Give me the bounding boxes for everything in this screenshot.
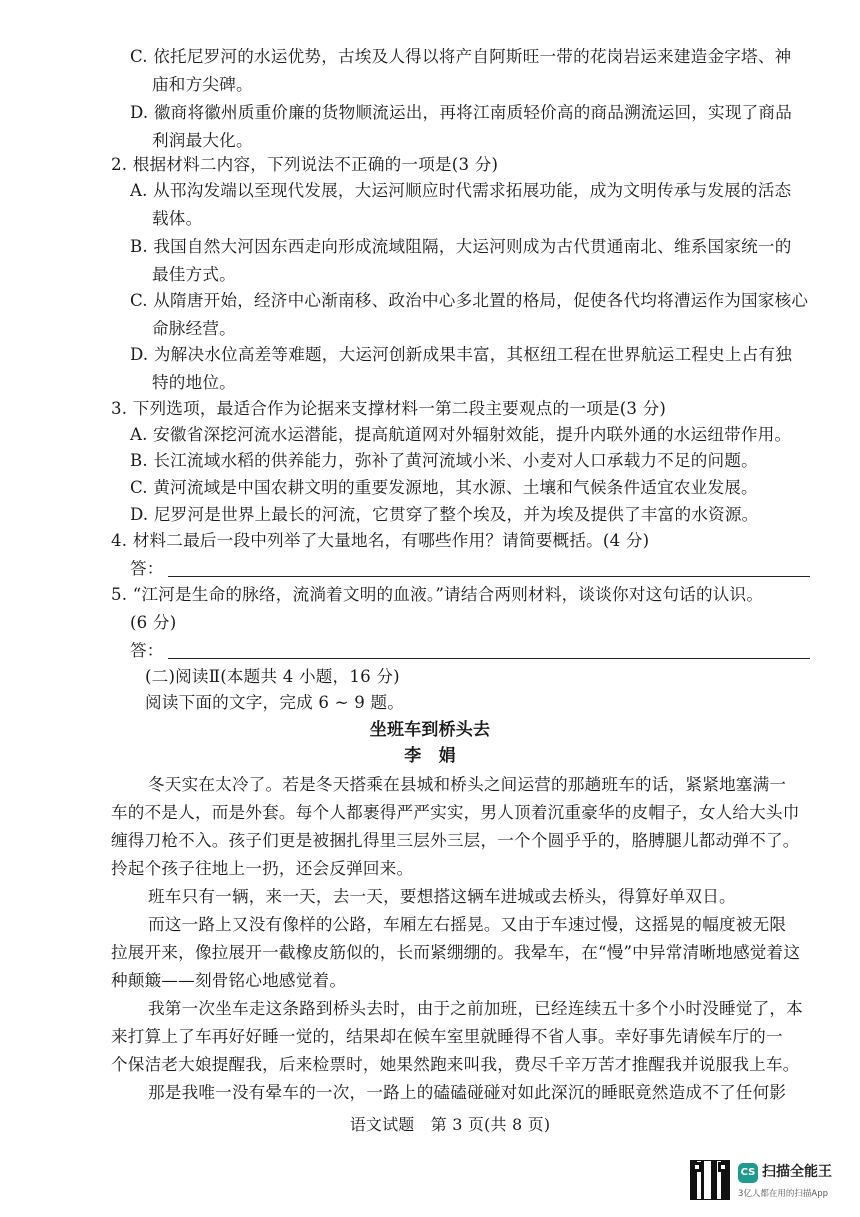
q3-option-d: D. 尼罗河是世界上最长的河流，它贯穿了整个埃及，并为埃及提供了丰富的水资源。 xyxy=(130,505,759,524)
q2-stem: 2. 根据材料二内容，下列说法不正确的一项是(3 分) xyxy=(111,155,499,174)
q5-stem-cont: (6 分) xyxy=(130,613,177,632)
q2-option-b-cont: 最佳方式。 xyxy=(152,265,236,284)
q4-answer-label: 答： xyxy=(130,559,164,578)
q2-option-a: A. 从邗沟发端以至现代发展，大运河顺应时代需求拓展功能，成为文明传承与发展的活态 xyxy=(130,181,792,200)
article-author: 李 娟 xyxy=(404,746,456,766)
page-footer: 语文试题 第 3 页(共 8 页) xyxy=(349,1115,551,1134)
q1-option-c-cont: 庙和方尖碑。 xyxy=(152,75,253,94)
qr-code-icon xyxy=(690,1160,730,1200)
article-title: 坐班车到桥头去 xyxy=(369,720,491,740)
q2-option-c: C. 从隋唐开始，经济中心渐南移、政治中心多北置的格局，促使各代均将漕运作为国家核心 xyxy=(130,291,809,310)
cs-logo-icon: CS xyxy=(738,1163,758,1183)
q2-option-d: D. 为解决水位高差等难题，大运河创新成果丰富，其枢纽工程在世界航运工程史上占有独 xyxy=(130,345,793,364)
q5-answer-label: 答： xyxy=(130,641,164,660)
scanner-slogan: 3亿人都在用的扫描App xyxy=(738,1189,829,1199)
q5-answer-line[interactable] xyxy=(168,658,810,659)
q3-option-c: C. 黄河流域是中国农耕文明的重要发源地，其水源、土壤和气候条件适宜农业发展。 xyxy=(130,478,758,497)
paragraph-4-line-1: 我第一次坐车走这条路到桥头去时，由于之前加班，已经连续五十多个小时没睡觉了，本 xyxy=(148,999,803,1018)
paragraph-1-line-4: 拎起个孩子往地上一扔，还会反弹回来。 xyxy=(111,859,414,878)
q2-option-b: B. 我国自然大河因东西走向形成流域阻隔，大运河则成为古代贯通南北、维系国家统一的 xyxy=(130,237,792,256)
q4-stem: 4. 材料二最后一段中列举了大量地名，有哪些作用？请简要概括。(4 分) xyxy=(111,531,650,550)
paragraph-4-line-3: 个保洁老大娘提醒我，后来检票时，她果然跑来叫我，费尽千辛万苦才推醒我并说服我上车。 xyxy=(111,1055,800,1074)
section-heading: (二)阅读Ⅱ(本题共 4 小题，16 分) xyxy=(145,667,400,686)
paragraph-1-line-1: 冬天实在太冷了。若是冬天搭乘在县城和桥头之间运营的那趟班车的话，紧紧地塞满一 xyxy=(148,775,787,794)
scanner-brand-name: 扫描全能王 xyxy=(762,1164,832,1180)
q2-option-a-cont: 载体。 xyxy=(152,209,203,228)
q1-option-d-cont: 利润最大化。 xyxy=(152,131,253,150)
q3-option-a: A. 安徽省深挖河流水运潜能，提高航道网对外辐射效能，提升内联外通的水运纽带作用。 xyxy=(130,425,792,444)
paragraph-4-line-2: 来打算上了车再好好睡一觉的，结果却在候车室里就睡得不省人事。幸好事先请候车厅的一 xyxy=(111,1027,783,1046)
q5-stem: 5. “江河是生命的脉络，流淌着文明的血液。”请结合两则材料，谈谈你对这句话的认识。 xyxy=(111,585,764,604)
paragraph-1-line-2: 车的不是人，而是外套。每个人都裹得严严实实，男人顶着沉重豪华的皮帽子，女人给大头巾 xyxy=(111,803,800,822)
paragraph-1-line-3: 缠得刀枪不入。孩子们更是被捆扎得里三层外三层，一个个圆乎乎的，胳膊腿儿都动弹不了。 xyxy=(111,831,800,850)
paragraph-3-line-3: 种颠簸——刻骨铭心地感觉着。 xyxy=(111,971,347,990)
scanner-watermark xyxy=(690,1160,850,1210)
section-instruction: 阅读下面的文字，完成 6 ~ 9 题。 xyxy=(145,693,405,712)
paragraph-3-line-2: 拉展开来，像拉展开一截橡皮筋似的，长而紧绷绷的。我晕车，在“慢”中异常清晰地感觉着这 xyxy=(111,943,801,962)
q2-option-c-cont: 命脉经营。 xyxy=(152,319,236,338)
paragraph-3-line-1: 而这一路上又没有像样的公路，车厢左右摇晃。又由于车速过慢，这摇晃的幅度被无限 xyxy=(148,915,787,934)
q2-option-d-cont: 特的地位。 xyxy=(152,373,236,392)
paragraph-5-line-1: 那是我唯一没有晕车的一次，一路上的磕磕碰碰对如此深沉的睡眠竟然造成不了任何影 xyxy=(148,1083,787,1102)
paragraph-2-line-1: 班车只有一辆，来一天，去一天，要想搭这辆车进城或去桥头，得算好单双日。 xyxy=(148,887,736,906)
q1-option-c: C. 依托尼罗河的水运优势，古埃及人得以将产自阿斯旺一带的花岗岩运来建造金字塔、神 xyxy=(130,47,792,66)
q3-stem: 3. 下列选项，最适合作为论据来支撑材料一第二段主要观点的一项是(3 分) xyxy=(111,399,667,418)
q4-answer-line[interactable] xyxy=(168,576,810,577)
q1-option-d: D. 徽商将徽州质重价廉的货物顺流运出，再将江南质轻价高的商品溯流运回，实现了商品 xyxy=(130,103,793,122)
q3-option-b: B. 长江流域水稻的供养能力，弥补了黄河流域小米、小麦对人口承载力不足的问题。 xyxy=(130,451,758,470)
